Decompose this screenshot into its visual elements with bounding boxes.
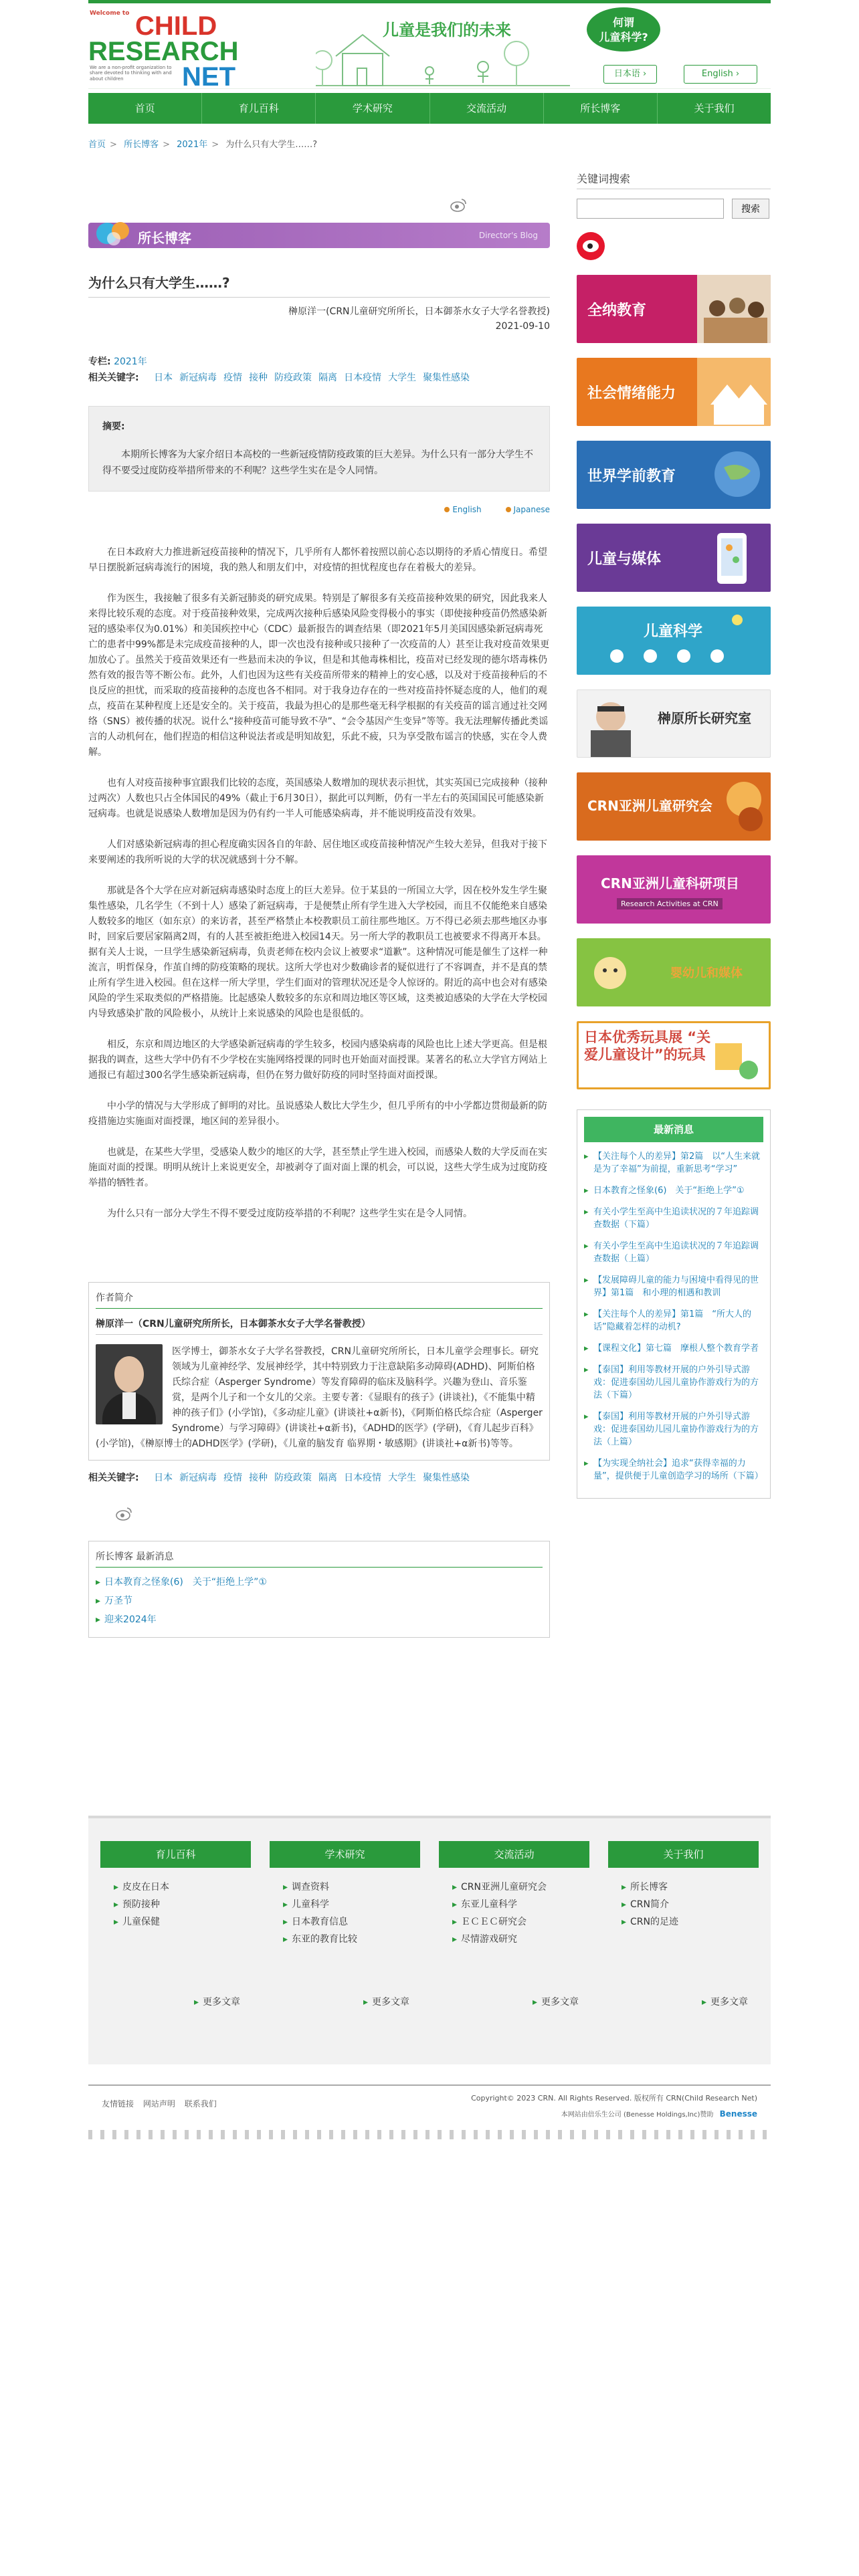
profile-body	[96, 1344, 543, 1452]
banner-children-media[interactable]: 儿童与媒体	[577, 524, 771, 592]
english-version-link[interactable]: English	[434, 505, 481, 514]
footer-link[interactable]: ▸ 尽情游戏研究	[452, 1931, 589, 1948]
banner-child-science[interactable]: 儿童科学	[577, 607, 771, 675]
nav-director-blog[interactable]: 所长博客	[544, 93, 658, 124]
banner-crn-asia-projects[interactable]: CRN亚洲儿童科研项目 Research Activities at CRN	[577, 855, 771, 924]
footer-decoration	[88, 2130, 771, 2139]
banner-world-preschool[interactable]: 世界学前教育	[577, 441, 771, 509]
abstract-text: 本期所长博客为大家介绍日本高校的一些新冠疫情防疫政策的巨大差异。为什么只有一部分大学生不得不要受过度防疫举措所带来的不利呢？这些学生实在是令人同情。	[102, 449, 533, 476]
keyword-link[interactable]: 防疫政策	[274, 1473, 312, 1483]
search-button[interactable]: 搜索	[732, 199, 769, 219]
footer-link[interactable]: ▸ 日本教育信息	[283, 1913, 420, 1931]
nav-events[interactable]: 交流活动	[430, 93, 544, 124]
keyword-link[interactable]: 日本疫情	[344, 372, 382, 383]
blog-banner-subtitle: Director's Blog	[478, 231, 538, 240]
logo-child: CHILD	[135, 11, 217, 41]
nav-about[interactable]: 关于我们	[694, 102, 735, 114]
newest-item[interactable]: ▸ 【泰国】利用等教材开展的户外引导式游戏：促进泰国幼儿园儿童协作游戏行为的方法（下篇）	[584, 1364, 763, 1402]
footer-link[interactable]: ▸ ＥＣＥＣ研究会	[452, 1913, 589, 1931]
profile-heading: 作者简介	[96, 1291, 543, 1309]
page	[88, 3, 771, 2145]
footer-col-about	[608, 1841, 759, 1948]
nav-research[interactable]: 学术研究	[316, 93, 430, 124]
article-paragraph: 为什么只有一部分大学生不得不要受过度防疫举措的不利呢？这些学生实在是令人同情。	[107, 1208, 472, 1219]
benesse-logo: Benesse	[719, 2109, 757, 2119]
footer-link[interactable]: ▸ 皮皮在日本	[114, 1879, 251, 1896]
page-bottom	[88, 2084, 771, 2145]
logo-welcome: Welcome to	[90, 10, 130, 17]
site-slogan: 儿童是我们的未来	[383, 21, 511, 39]
banner-infant-media[interactable]: 婴幼儿和媒体	[577, 938, 771, 1006]
profile-bio: 医学博士，御茶水女子大学名誉教授，CRN儿童研究所所长，日本儿童学会理事长。研究领域为儿童神经学、发展神经学，其中特别致力于注意缺陷多动障碍(ADHD)、阿斯伯格氏综合症（Asperger Syndrome）等发育障碍的临床及脑科学。兴趣为登山、音乐鉴赏，是两个儿子和一个女儿的父亲。主要专著：《显眼有的孩子》(讲谈社)，《不能集中精神的孩子们》(小学馆)，《多动症儿童》(讲谈社+α新书)，《阿斯伯格氏综合症（Asperger Syndrome）与学习障碍》(讲谈社+α新书)，《ADHD的医学》(学研)，《育儿起步百科》(小学馆)，《榊原博士的ADHD医学》(学研)，《儿童的脑发育 临界期・敏感期》(讲谈社+α新书)等等。	[96, 1346, 543, 1449]
director-blog-banner	[88, 223, 550, 248]
article-paragraph: 也就是，在某些大学里，受感染人数少的地区的大学，甚至禁止学生进入校园，而感染人数的大学反而在实施面对面的授课。明明从统计上来说更安全，却被剥夺了面对面上课的机会，可以说，这些大学生成为过度防疫举措的牺牲者。	[88, 1147, 547, 1188]
breadcrumb-blog[interactable]: 所长博客	[124, 140, 159, 150]
blog-banner-title: 所长博客	[138, 230, 191, 246]
weibo-share-icon[interactable]	[450, 197, 467, 212]
keyword-link[interactable]: 新冠病毒	[179, 372, 217, 383]
footer-sitemap	[88, 1816, 771, 2064]
article-meta	[88, 354, 550, 386]
footer-link[interactable]: ▸ CRN简介	[622, 1896, 759, 1913]
latest-item[interactable]: ▸ 日本教育之怪象(6) 关于“拒绝上学”①	[96, 1573, 543, 1592]
what-is-child-science-bubble[interactable]	[587, 7, 660, 51]
footer-link[interactable]: ▸ 儿童保健	[114, 1913, 251, 1931]
keyword-link[interactable]: 日本	[154, 1473, 173, 1483]
breadcrumb-current: 为什么只有大学生……?	[225, 140, 318, 150]
footer-col-research	[270, 1841, 420, 1948]
footer-link[interactable]: ▸ 东亚儿童科学	[452, 1896, 589, 1913]
newest-item[interactable]: ▸ 【关注每个人的差异】第1篇 “所大人的话”隐藏着怎样的动机?	[584, 1308, 763, 1333]
footer-more-link[interactable]: ▸ 更多文章	[270, 1995, 420, 2008]
keyword-link[interactable]: 疫情	[223, 1473, 243, 1483]
content-columns	[88, 171, 771, 1789]
main-nav	[88, 93, 771, 124]
english-site-button[interactable]: English ›	[684, 65, 757, 84]
footer-more-link[interactable]: ▸ 更多文章	[608, 1995, 759, 2008]
footer-link[interactable]: ▸ 所长博客	[622, 1879, 759, 1896]
newest-news	[577, 1109, 771, 1499]
latest-item[interactable]: ▸ 迎来2024年	[96, 1610, 543, 1629]
keywords-label: 相关关键字:	[88, 372, 139, 383]
keyword-link[interactable]: 聚集性感染	[423, 372, 470, 383]
article-date: 2021-09-10	[495, 321, 550, 332]
keyword-link[interactable]: 日本	[154, 372, 173, 383]
newest-item[interactable]: ▸ 【关注每个人的差异】第2篇 以“人生来就是为了幸福”为前提，重新思考“学习”	[584, 1150, 763, 1176]
newest-heading: 最新消息	[584, 1117, 763, 1142]
latest-heading: 所长博客 最新消息	[96, 1549, 543, 1568]
newest-item[interactable]: ▸ 【课程文化】第七篇 摩根人整个教育学者	[584, 1342, 763, 1355]
site-logo[interactable]	[88, 10, 242, 92]
sponsor-line	[561, 2109, 757, 2119]
keyword-link[interactable]: 大学生	[388, 1473, 417, 1483]
search-input[interactable]	[577, 199, 724, 219]
keyword-link[interactable]: 聚集性感染	[423, 1473, 470, 1483]
author-profile	[88, 1282, 550, 1461]
japanese-site-button[interactable]: 日本语 ›	[603, 65, 657, 84]
footer-col-title[interactable]: 育儿百科	[100, 1841, 251, 1868]
keyword-link[interactable]: 接种	[249, 1473, 268, 1483]
banner-social-emotional[interactable]: 社会情绪能力	[577, 358, 771, 426]
footer-link[interactable]: ▸ 东亚的教育比较	[283, 1931, 420, 1948]
bubble-text: 何谓 儿童科学?	[599, 16, 648, 43]
article-author: 榊原洋一(CRN儿童研究所所长，日本御茶水女子大学名誉教授)	[288, 306, 550, 317]
sponsor-text: 本网站由倍乐生公司 (Benesse Holdings,Inc)赞助	[561, 2111, 714, 2119]
logo-tagline: We are a non-profit organization to share devoted to thinking with and about children	[90, 65, 172, 82]
article-paragraph: 那就是各个大学在应对新冠病毒感染时态度上的巨大差异。位于某县的一所国立大学，因在校外发生学生聚集性感染，几名学生（不到十人）感染了新冠病毒，于是便禁止所有学生进入大学校园，而且不仅能绝来自感染人数较多的地区（如东京）的来访者，甚至严格禁止本校教职员工前往那些地区。万不得已必须去那些地区办事时，回家后要居家隔离2周，有的人甚至被拒绝进入校园14天。另一所大学的教职员工也被要求不得离开本县。据有关人士说，一旦学生感染新冠病毒，负责老师在校内会议上被要求“道歉”。这种情况可能是催生了这样一种流言，明哲保身，作茧自缚的防疫策略的现状。这所大学也对少数确诊者的疑似进行了不容调查，并不是真的禁止所有学生进入校园。但在这样一所大学里，学生们面对的管理状况还是令人惊讶的。附近的高中也会对有感染风险的学生采取类似的严格措施。比起感染人数较多的东京和周边地区等区域，这类被迫感染的大学在大学校园内导致感染扩散的风险极小，从统计上来说感染的风险也是很低的。	[88, 885, 548, 1019]
site-header	[88, 3, 771, 92]
column-row	[88, 354, 550, 370]
keywords-label: 相关关键字:	[88, 1473, 139, 1483]
newest-item[interactable]: ▸ 有关小学生至高中生追读状况的７年追踪调查数据（下篇）	[584, 1206, 763, 1231]
abstract-title: 摘要:	[102, 421, 125, 432]
article-paragraph: 作为医生，我接触了很多有关新冠肺炎的研究成果。特别是了解很多有关疫苗接种效果的研究，因此我来人来得比较乐观的态度。对于疫苗接种效果，完成两次接种后感染风险变得极小的事实（即使接种疫苗仍然感染新冠的感染率仅为0.01%）和美国疾控中心（CDC）最新报告的调查结果（即2021年5月美国因感染新冠病毒死亡的患者中99%都是未完成疫苗接种的人，即一次也没有接种或只接种了一次疫苗的人）甚至让我对疫苗效果更加放心了。虽然关于疫苗效果还有一些悬而未决的争议，但是和其他毒株相比，疫苗对已经发现的德尔塔毒株仍然有效的报告等不断公布。此外，人们也因为这些有关疫苗所带来的精神上的安心感，以及对于疫苗接种后的不良反应的担忧，而采取的疫苗接种的态度也各不相同。对于我身边存在的一些对疫苗持怀疑态度的人，他们的观点，疫苗在某种程度上还是安全的。关于疫苗，我最为担心的是那些毫无科学根据的有关疫苗的谣言通过社交网络（SNS）被传播的状况。说什么“接种疫苗可能导致不孕”、“会令基因产生变异”等等。我无法理解传播此类谣言的人动机何在，他们捏造的相信这种说法者或是明知故犯，乐此不疲，只为享受散布谣言的快感，实在令人费解。	[88, 593, 550, 758]
keyword-link[interactable]: 防疫政策	[274, 372, 312, 383]
logo-research: RESEARCH	[88, 37, 239, 66]
weibo-share-icon[interactable]	[115, 1506, 132, 1521]
copyright: Copyright© 2023 CRN. All Rights Reserved. 版权所有 CRN(Child Research Net)	[471, 2094, 757, 2103]
nav-parenting[interactable]: 育儿百科	[202, 93, 316, 124]
keyword-link[interactable]: 疫情	[223, 372, 243, 383]
footer-col-parenting	[100, 1841, 251, 1948]
footer-link[interactable]: ▸ CRN的足迹	[622, 1913, 759, 1931]
breadcrumb-year[interactable]: 2021年	[177, 140, 208, 150]
article-paragraph: 在日本政府大力推进新冠疫苗接种的情况下，几乎所有人都怀着按照以前心态以期待的矛盾心情度日。希望早日摆脱新冠病毒流行的困境，我的熟人和朋友们中，对疫情的担忧程度也存在着极大的差异。	[88, 547, 547, 573]
footer-link[interactable]: ▸ CRN亚洲儿童研究会	[452, 1879, 589, 1896]
author-photo	[96, 1344, 163, 1424]
keyword-link[interactable]: 隔离	[318, 1473, 338, 1483]
banner-inclusive-education[interactable]: 全纳教育	[577, 275, 771, 343]
banner-toy-awards[interactable]: 日本优秀玩具展 “关爱儿童设计”的玩具	[577, 1021, 771, 1089]
keywords-row	[88, 370, 550, 386]
sidebar	[577, 171, 771, 1499]
footer-col-title[interactable]: 交流活动	[439, 1841, 589, 1868]
footer-more-link[interactable]: ▸ 更多文章	[100, 1995, 251, 2008]
contact-us[interactable]: 联系我们	[184, 2099, 217, 2109]
article-paragraph: 相反，东京和周边地区的大学感染新冠病毒的学生较多，校园内感染病毒的风险也比上述大学更高。但是根据我的调查，这些大学中仍有不少学校在实施网络授课的同时也开始面对面授课。某著名的私立大学官方网站上通报已有超过300名学生感染新冠病毒，但仍在努力做好防疫的同时坚持面对面授课。	[88, 1039, 547, 1081]
weibo-icon[interactable]	[577, 232, 605, 260]
footer-link[interactable]: ▸ 儿童科学	[283, 1896, 420, 1913]
main-column	[88, 171, 550, 1638]
language-links	[88, 505, 550, 514]
keyword-link[interactable]: 接种	[249, 372, 268, 383]
column-link[interactable]: 2021年	[114, 356, 147, 367]
bottom-links	[102, 2098, 223, 2109]
keyword-link[interactable]: 隔离	[318, 372, 338, 383]
column-label: 专栏:	[88, 356, 111, 367]
search-row	[577, 199, 771, 219]
footer-col-title[interactable]: 学术研究	[270, 1841, 420, 1868]
logo-net: NET	[182, 62, 235, 92]
keyword-link[interactable]: 大学生	[388, 372, 417, 383]
breadcrumb: 首页 > 所长博客 > 2021年 > 为什么只有大学生……?	[88, 140, 318, 150]
article-abstract	[88, 406, 550, 492]
newest-item[interactable]: ▸ 【发展障碍儿童的能力与困境中看得见的世界】第1篇 和小理的相遇和教训	[584, 1274, 763, 1299]
blog-latest-news	[88, 1541, 550, 1638]
article-paragraph: 人们对感染新冠病毒的担心程度确实因各自的年龄、居住地区或疫苗接种情况产生较大差异，但我对于接下来要阐述的我所听说的大学的状况就感到十分不解。	[88, 839, 547, 865]
newest-item[interactable]: ▸ 有关小学生至高中生追读状况的７年追踪调查数据（上篇）	[584, 1240, 763, 1265]
banner-director-lab[interactable]: 榊原所长研究室	[577, 689, 771, 758]
newest-item[interactable]: ▸ 【为实现全纳社会】追求“获得幸福的力量”，提供便于儿童创造学习的场所（下篇）	[584, 1457, 763, 1483]
keywords-row-bottom	[88, 1470, 550, 1486]
footer-link[interactable]: ▸ 调查资料	[283, 1879, 420, 1896]
footer-col-title[interactable]: 关于我们	[608, 1841, 759, 1868]
chat-bubbles-icon	[94, 219, 134, 248]
friendly-links[interactable]: 友情链接	[102, 2099, 134, 2109]
profile-name: 榊原洋一（CRN儿童研究所所长，日本御茶水女子大学名誉教授）	[96, 1317, 543, 1335]
breadcrumb-home[interactable]: 首页	[88, 140, 106, 150]
footer-more-link[interactable]: ▸ 更多文章	[439, 1995, 589, 2008]
article-paragraph: 也有人对疫苗接种事宜跟我们比较的态度，英国感染人数增加的现状表示担忧，其实英国已完成接种（接种过两次）人数也只占全体国民的49%（截止于6月30日），据此可以判断，仍有一半左右的英国国民可能感染新冠病毒。也就是说感染人数增加是因为仍有约一半人可能感染病毒，并不能说明疫苗没有效果。	[88, 778, 547, 819]
keyword-link[interactable]: 日本疫情	[344, 1473, 382, 1483]
latest-item[interactable]: ▸ 万圣节	[96, 1592, 543, 1610]
footer-link[interactable]: ▸ 预防接种	[114, 1896, 251, 1913]
japanese-version-link[interactable]: Japanese	[495, 505, 551, 514]
footer-col-events	[439, 1841, 589, 1948]
keyword-link[interactable]: 新冠病毒	[179, 1473, 217, 1483]
nav-home[interactable]: 首页	[88, 93, 202, 124]
banner-crn-asia-meeting[interactable]: CRN亚洲儿童研究会	[577, 772, 771, 841]
article-title: 为什么只有大学生……?	[88, 272, 550, 298]
site-statement[interactable]: 网站声明	[142, 2099, 175, 2109]
article-body	[88, 545, 550, 1222]
newest-item[interactable]: ▸ 日本教育之怪象(6) 关于“拒绝上学”①	[584, 1184, 763, 1197]
newest-item[interactable]: ▸ 【泰国】利用等教材开展的户外引导式游戏：促进泰国幼儿园儿童协作游戏行为的方法（上篇）	[584, 1410, 763, 1448]
article-paragraph: 中小学的情况与大学形成了鲜明的对比。虽说感染人数比大学生少，但几乎所有的中小学都边贯彻最新的防疫措施边实施面对面授课，地区间的差异很小。	[88, 1101, 547, 1127]
keyword-search-heading: 关键词搜索	[577, 171, 771, 189]
article-byline	[88, 304, 550, 334]
